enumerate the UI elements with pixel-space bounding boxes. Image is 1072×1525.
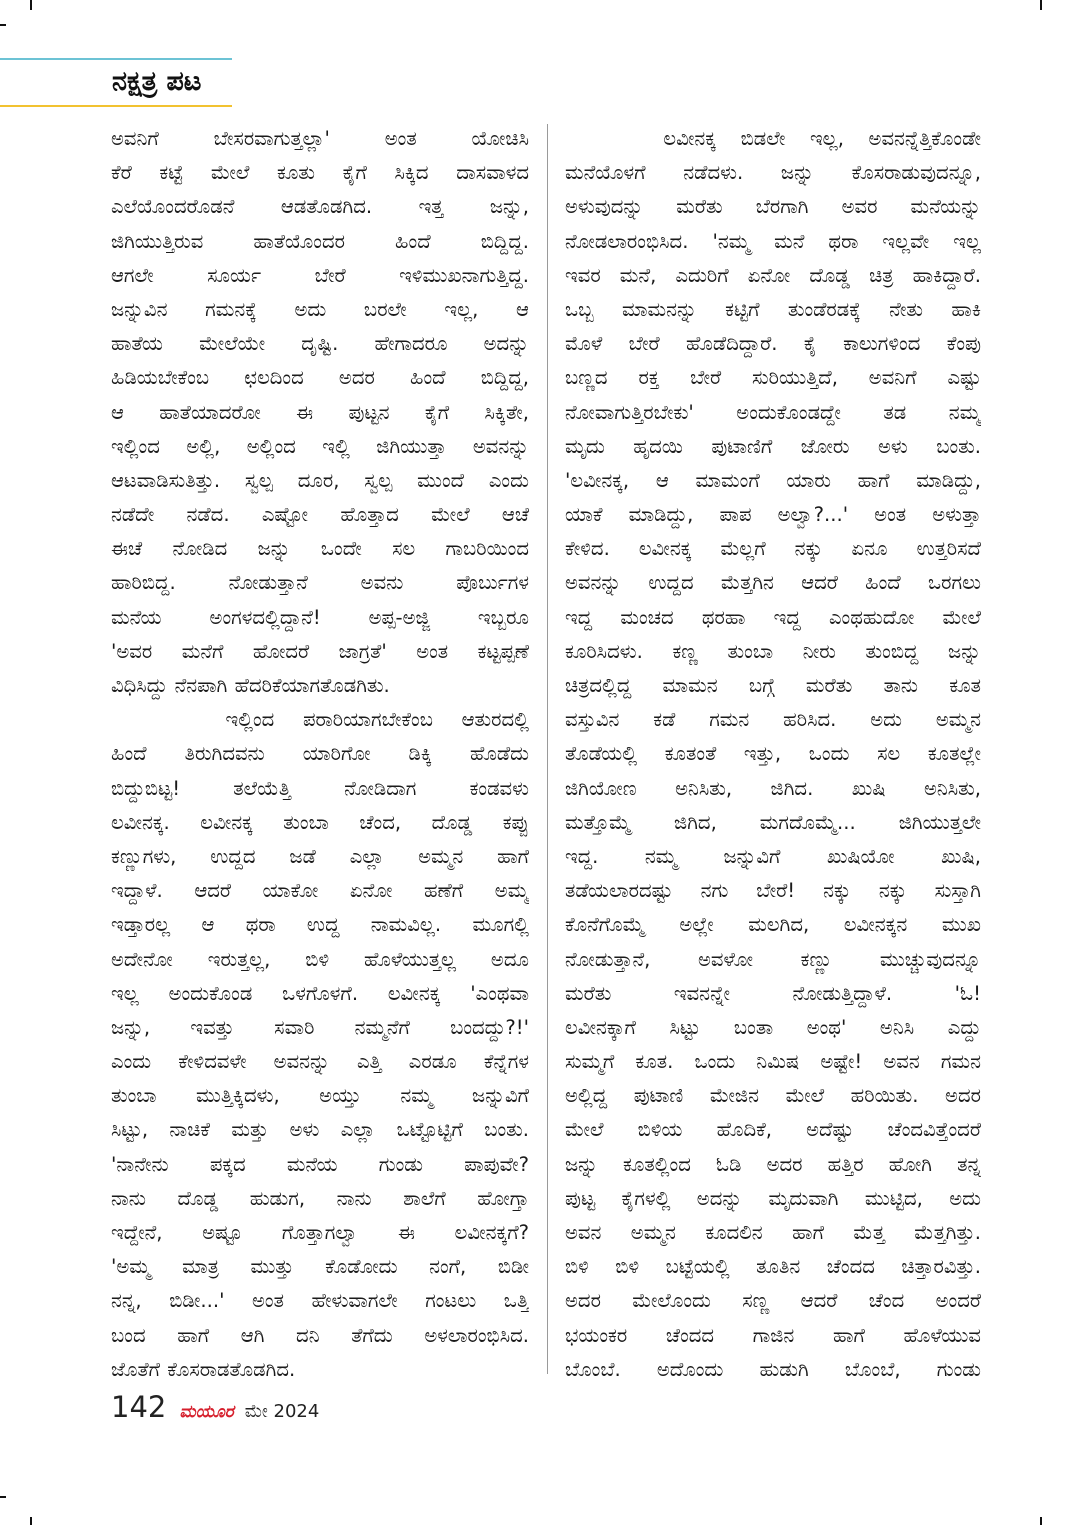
text-line: ಬೊಂಬೆ. ಅದೊಂದು ಹುಡುಗಿ ಬೊಂಬೆ, ಗುಂಡು [565, 1357, 981, 1381]
text-line: ಒಬ್ಬ ಮಾಮನನ್ನು ಕಟ್ಟಿಗೆ ತುಂಡೆರಡಕ್ಕೆ ನೇತು ಹಾಕಿ [565, 297, 981, 321]
crop-mark-bottom-right [1040, 1517, 1042, 1525]
magazine-logo: ಮಯೂರ [179, 1402, 234, 1422]
issue-date: ಮೇ 2024 [244, 1401, 320, 1422]
text-line: 'ನಾನೇನು ಪಕ್ಕದ ಮನೆಯ ಗುಂಡು ಪಾಪುವೇ? [111, 1152, 529, 1176]
text-line: ಮೊಳೆ ಬೇರೆ ಹೊಡೆದಿದ್ದಾರೆ. ಕೈ ಕಾಲುಗಳಿಂದ ಕೆಂಪು [565, 332, 981, 356]
text-line: ಎಲೆಯೊಂದರೊಡನೆ ಆಡತೊಡಗಿದ. ಇತ್ತ ಜನ್ನು, [111, 195, 529, 219]
text-line: ಅವನ ಅಮ್ಮನ ಕೂದಲಿನ ಹಾಗೆ ಮೆತ್ತ ಮೆತ್ತಗಿತ್ತು. [565, 1221, 981, 1244]
text-line: ಜನ್ನು ಕೂತಲ್ಲಿಂದ ಓಡಿ ಅದರ ಹತ್ತಿರ ಹೋಗಿ ತನ್ನ [565, 1152, 981, 1176]
text-line: ಜನ್ನು, ಇವತ್ತು ಸವಾರಿ ನಮ್ಮನೆಗೆ ಬಂದದ್ದು?!' [111, 1015, 529, 1039]
text-line: ಆ ಹಾತೆಯಾದರೋ ಈ ಪುಟ್ಟನ ಕೈಗೆ ಸಿಕ್ಕಿತೇ, [111, 400, 529, 424]
text-line: ಕೊನೆಗೊಮ್ಮೆ ಅಲ್ಲೇ ಮಲಗಿದ, ಲವೀನಕ್ಕನ ಮುಖ [565, 913, 981, 937]
header-rule-bottom [0, 105, 232, 107]
text-line: ಮನೆಯ ಅಂಗಳದಲ್ಲಿದ್ದಾನೆ! ಅಪ್ಪ-ಅಜ್ಜಿ ಇಬ್ಬರೂ [111, 605, 529, 629]
column-divider [547, 124, 548, 1374]
text-line: ಕಣ್ಣುಗಳು, ಉದ್ದದ ಜಡೆ ಎಲ್ಲಾ ಅಮ್ಮನ ಹಾಗೆ [111, 844, 529, 868]
text-line: ಹಿಂದೆ ತಿರುಗಿದವನು ಯಾರಿಗೋ ಡಿಕ್ಕಿ ಹೊಡೆದು [111, 742, 529, 766]
article-column-left [111, 122, 529, 1387]
text-line: ನಡೆದೇ ನಡೆದ. ಎಷ್ಟೋ ಹೊತ್ತಾದ ಮೇಲೆ ಆಚೆ [111, 503, 529, 527]
text-line: ಅದೇನೋ ಇರುತ್ತಲ್ಲ, ಬಿಳಿ ಹೊಳೆಯುತ್ತಲ್ಲ ಅದೂ [111, 947, 529, 971]
text-line: ಜಿಗಿಯೋಣ ಅನಿಸಿತು, ಜಿಗಿದ. ಖುಷಿ ಅನಿಸಿತು, [565, 776, 981, 800]
text-line: ಇದ್ದಾಳೆ. ಆದರೆ ಯಾಕೋ ಏನೋ ಹಣೆಗೆ ಅಮ್ಮ [111, 879, 529, 903]
text-line: ಕೇಳಿದ. ಲವೀನಕ್ಕ ಮೆಲ್ಲಗೆ ನಕ್ಕು ಏನೂ ಉತ್ತರಿಸದೆ [565, 537, 981, 561]
text-line: ಅಳುವುದನ್ನು ಮರೆತು ಬೆರಗಾಗಿ ಅವರ ಮನೆಯನ್ನು [565, 195, 981, 219]
article-column-right [565, 122, 981, 1387]
text-line: ಪುಟ್ಟ ಕೈಗಳಲ್ಲಿ ಅದನ್ನು ಮೃದುವಾಗಿ ಮುಟ್ಟಿದ, ಅದು [565, 1186, 981, 1210]
text-line: ಬಂದ ಹಾಗೆ ಆಗಿ ದನಿ ತೆಗೆದು ಅಳಲಾರಂಭಿಸಿದ. [111, 1323, 529, 1347]
crop-mark-bottom-left [30, 1517, 32, 1525]
page-number: 142 [111, 1390, 167, 1424]
text-line: ಲವೀನಕ್ಕ. ಲವೀನಕ್ಕ ತುಂಬಾ ಚೆಂದ, ದೊಡ್ಡ ಕಪ್ಪು [111, 810, 529, 834]
text-line: ಹಾತೆಯ ಮೇಲೆಯೇ ದೃಷ್ಟಿ. ಹೇಗಾದರೂ ಅದನ್ನು [111, 332, 529, 356]
text-line: ಆಟವಾಡಿಸುತಿತ್ತು. ಸ್ವಲ್ಪ ದೂರ, ಸ್ವಲ್ಪ ಮುಂದೆ ಎಂದು [111, 468, 529, 492]
text-line: ಮನೆಯೊಳಗೆ ನಡೆದಳು. ಜನ್ನು ಕೊಸರಾಡುವುದನ್ನೂ, [565, 161, 981, 185]
text-line: ಅಲ್ಲಿದ್ದ ಪುಟಾಣಿ ಮೇಜಿನ ಮೇಲೆ ಹರಿಯಿತು. ಅದರ [565, 1084, 981, 1108]
text-line: ಅವನಿಗೆ ಬೇಸರವಾಗುತ್ತಲ್ಲಾ' ಅಂತ ಯೋಚಿಸಿ [111, 127, 529, 150]
text-line: ಆಗಲೇ ಸೂರ್ಯ ಬೇರೆ ಇಳಿಮುಖನಾಗುತ್ತಿದ್ದ. [111, 263, 529, 287]
text-line: ತೊಡೆಯಲ್ಲಿ ಕೂತಂತೆ ಇತ್ತು, ಒಂದು ಸಲ ಕೂತಲ್ಲೇ [565, 742, 981, 766]
text-line: ಕೂರಿಸಿದಳು. ಕಣ್ಣ ತುಂಬಾ ನೀರು ತುಂಬಿದ್ದ ಜನ್ನು [565, 639, 981, 663]
text-line: ಸಿಟ್ಟು, ನಾಚಿಕೆ ಮತ್ತು ಅಳು ಎಲ್ಲಾ ಒಟ್ಟೊಟ್ಟಿಗೆ ಬಂತು. [111, 1118, 529, 1142]
text-line: ಇದ್ದ. ನಮ್ಮ ಜನ್ನುವಿಗೆ ಖುಷಿಯೋ ಖುಷಿ, [565, 844, 981, 868]
text-line: 'ಲವೀನಕ್ಕ, ಆ ಮಾಮಂಗೆ ಯಾರು ಹಾಗೆ ಮಾಡಿದ್ದು, [565, 468, 981, 492]
text-line: ಕೆರೆ ಕಟ್ಟೆ ಮೇಲೆ ಕೂತು ಕೈಗೆ ಸಿಕ್ಕಿದ ದಾಸವಾಳದ [111, 161, 529, 185]
text-line: ಇದ್ದ ಮಂಚದ ಥರಹಾ ಇದ್ದ ಎಂಥಹುದೋ ಮೇಲೆ [565, 605, 981, 629]
crop-mark-left-lower [0, 1496, 6, 1498]
text-line: ತುಂಬಾ ಮುತ್ತಿಕ್ಕಿದಳು, ಅಯ್ತು ನಮ್ಮ ಜನ್ನುವಿಗೆ [111, 1084, 529, 1108]
text-line: ಮೇಲೆ ಬಿಳಿಯ ಹೊದಿಕೆ, ಅದೆಷ್ಟು ಚೆಂದವಿತ್ತೆಂದರೆ [565, 1118, 981, 1142]
text-line: ಹಾರಿಬಿದ್ದ. ನೋಡುತ್ತಾನೆ ಅವನು ಪೊರ್ಬುಗಳ [111, 571, 529, 595]
text-line: ಮತ್ತೊಮ್ಮೆ ಜಿಗಿದ, ಮಗದೊಮ್ಮೆ... ಜಿಗಿಯುತ್ತಲೇ [565, 810, 981, 834]
text-line: ತಡೆಯಲಾರದಷ್ಟು ನಗು ಬೇರೆ! ನಕ್ಕು ನಕ್ಕು ಸುಸ್ತಾಗಿ [565, 879, 981, 903]
text-line: ಜನ್ನುವಿನ ಗಮನಕ್ಕೆ ಅದು ಬರಲೇ ಇಲ್ಲ, ಆ [111, 297, 529, 321]
text-line: ನನ್ನ, ಬಿಡೀ...' ಅಂತ ಹೇಳುವಾಗಲೇ ಗಂಟಲು ಒತ್ತಿ [111, 1289, 529, 1313]
text-line: ಬಿಳಿ ಬಿಳಿ ಬಟ್ಟೆಯಲ್ಲಿ ತೂತಿನ ಚೆಂದದ ಚಿತ್ತಾರವಿತ್ತು. [565, 1255, 981, 1279]
text-line: ಮರೆತು ಇವನನ್ನೇ ನೋಡುತ್ತಿದ್ದಾಳೆ. 'ಓ! [565, 981, 981, 1005]
text-line: ನೋಡುತ್ತಾನೆ, ಅವಳೋ ಕಣ್ಣು ಮುಚ್ಚುವುದನ್ನೂ [565, 947, 981, 971]
text-line: ನೋಡಲಾರಂಭಿಸಿದ. 'ನಮ್ಮ ಮನೆ ಥರಾ ಇಲ್ಲವೇ ಇಲ್ಲ [565, 229, 981, 253]
text-line: ಇಲ್ಲಿಂದ ಅಲ್ಲಿ, ಅಲ್ಲಿಂದ ಇಲ್ಲಿ ಜಿಗಿಯುತ್ತಾ ಅವನನ್ನು [111, 434, 529, 458]
text-line: ಈಚೆ ನೋಡಿದ ಜನ್ನು ಒಂದೇ ಸಲ ಗಾಬರಿಯಿಂದ [111, 537, 529, 561]
text-line: ಸುಮ್ಮಗೆ ಕೂತ. ಒಂದು ನಿಮಿಷ ಅಷ್ಟೇ! ಅವನ ಗಮನ [565, 1050, 981, 1074]
text-line: ಜಿಗಿಯುತ್ತಿರುವ ಹಾತೆಯೊಂದರ ಹಿಂದೆ ಬಿದ್ದಿದ್ದ. [111, 229, 529, 253]
text-line: ಇಲ್ಲಿಂದ ಪರಾರಿಯಾಗಬೇಕೆಂಬ ಆತುರದಲ್ಲಿ [111, 708, 529, 732]
text-line: ಯಾಕೆ ಮಾಡಿದ್ದು, ಪಾಪ ಅಲ್ವಾ?...' ಅಂತ ಅಳುತ್ತಾ [565, 503, 981, 527]
text-line: ಅದರ ಮೇಲೊಂದು ಸಣ್ಣ ಆದರೆ ಚೆಂದ ಅಂದರೆ [565, 1289, 981, 1313]
text-line: ಲವೀನಕ್ಕ ಬಿಡಲೇ ಇಲ್ಲ, ಅವನನ್ನೆತ್ತಿಕೊಂಡೇ [565, 127, 981, 150]
text-line: ನೋವಾಗುತ್ತಿರಬೇಕು' ಅಂದುಕೊಂಡದ್ದೇ ತಡ ನಮ್ಮ [565, 400, 981, 424]
text-line: ನಾನು ದೊಡ್ಡ ಹುಡುಗ, ನಾನು ಶಾಲೆಗೆ ಹೋಗ್ತಾ [111, 1186, 529, 1210]
page-footer [111, 1390, 319, 1430]
text-line: ಮೃದು ಹೃದಯಿ ಪುಟಾಣಿಗೆ ಜೋರು ಅಳು ಬಂತು. [565, 434, 981, 458]
text-line: ಬಿದ್ದುಬಿಟ್ಟ! ತಲೆಯೆತ್ತಿ ನೋಡಿದಾಗ ಕಂಡವಳು [111, 776, 529, 800]
text-line: ಇವರ ಮನೆ, ಎದುರಿಗೆ ಏನೋ ದೊಡ್ಡ ಚಿತ್ರ ಹಾಕಿದ್ದಾರೆ. [565, 263, 981, 287]
text-line: ಹಿಡಿಯಬೇಕೆಂಬ ಛಲದಿಂದ ಅದರ ಹಿಂದೆ ಬಿದ್ದಿದ್ದ, [111, 366, 529, 390]
text-line: ಇಡ್ತಾರಲ್ಲ ಆ ಥರಾ ಉದ್ದ ನಾಮವಿಲ್ಲ. ಮೂಗಲ್ಲಿ [111, 913, 529, 937]
text-line: ಜೊತೆಗೆ ಕೊಸರಾಡತೊಡಗಿದ. [111, 1357, 296, 1381]
crop-mark-top-left [30, 0, 32, 10]
section-title: ನಕ್ಷತ್ರ ಪಟ [112, 66, 202, 97]
text-line: ವಿಧಿಸಿದ್ದು ನೆನಪಾಗಿ ಹೆದರಿಕೆಯಾಗತೊಡಗಿತು. [111, 674, 390, 697]
text-line: ಬಣ್ಣದ ರಕ್ತ ಬೇರೆ ಸುರಿಯುತ್ತಿದೆ, ಅವನಿಗೆ ಎಷ್ಟು [565, 366, 981, 390]
section-header [0, 58, 232, 108]
text-line: ಲವೀನಕ್ಕಾಗೆ ಸಿಟ್ಟು ಬಂತಾ ಅಂಥ' ಅನಿಸಿ ಎದ್ದು [565, 1015, 981, 1039]
text-line: ಇಲ್ಲ ಅಂದುಕೊಂಡ ಒಳಗೊಳಗೆ. ಲವೀನಕ್ಕ 'ಎಂಥವಾ [111, 981, 529, 1005]
text-line: 'ಅವರ ಮನೆಗೆ ಹೋದರೆ ಜಾಗ್ರತೆ' ಅಂತ ಕಟ್ಟಪ್ಪಣೆ [111, 639, 529, 663]
text-line: ವಸ್ತುವಿನ ಕಡೆ ಗಮನ ಹರಿಸಿದ. ಅದು ಅಮ್ಮನ [565, 708, 981, 732]
text-line: ಭಯಂಕರ ಚೆಂದದ ಗಾಜಿನ ಹಾಗೆ ಹೊಳೆಯುವ [565, 1323, 981, 1347]
crop-mark-left-upper [0, 24, 6, 26]
text-line: ಇದ್ದೇನೆ, ಅಷ್ಟೂ ಗೊತ್ತಾಗಲ್ವಾ ಈ ಲವೀನಕ್ಕಗೆ? [111, 1221, 529, 1244]
text-line: 'ಅಮ್ಮ ಮಾತ್ರ ಮುತ್ತು ಕೊಡೋದು ನಂಗೆ, ಬಿಡೀ [111, 1255, 529, 1279]
text-line: ಅವನನ್ನು ಉದ್ದದ ಮೆತ್ತಗಿನ ಆದರೆ ಹಿಂದೆ ಒರಗಲು [565, 571, 981, 595]
header-rule-top [0, 58, 232, 60]
text-line: ಎಂದು ಕೇಳಿದವಳೇ ಅವನನ್ನು ಎತ್ತಿ ಎರಡೂ ಕೆನ್ನೆಗಳ [111, 1050, 529, 1074]
crop-mark-top-right [1040, 0, 1042, 10]
text-line: ಚಿತ್ರದಲ್ಲಿದ್ದ ಮಾಮನ ಬಗ್ಗೆ ಮರೆತು ತಾನು ಕೂತ [565, 674, 981, 697]
